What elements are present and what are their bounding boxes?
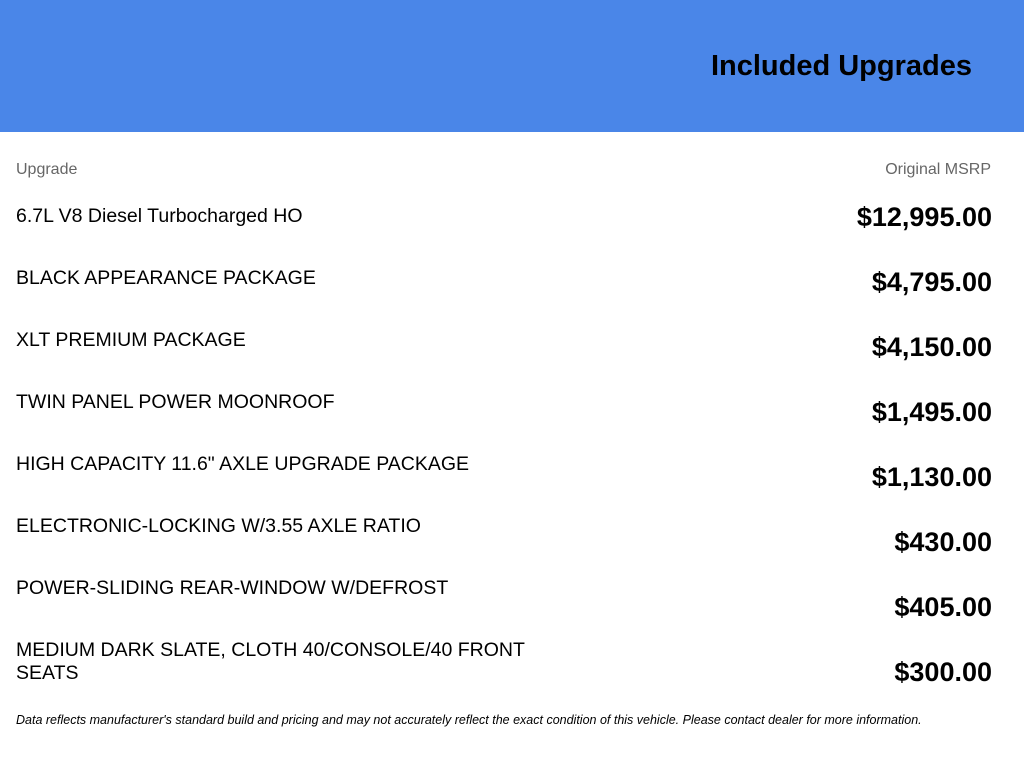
page-title: Included Upgrades (710, 50, 972, 82)
upgrade-name: HIGH CAPACITY 11.6" AXLE UPGRADE PACKAGE (16, 453, 470, 475)
upgrade-price: $300.00 (894, 657, 992, 687)
upgrade-name: BLACK APPEARANCE PACKAGE (16, 267, 316, 289)
column-header-msrp: Original MSRP (885, 161, 991, 178)
upgrade-name: TWIN PANEL POWER MOONROOF (16, 391, 335, 413)
upgrade-name: 6.7L V8 Diesel Turbocharged HO (16, 205, 303, 227)
upgrade-name: MEDIUM DARK SLATE, CLOTH 40/CONSOLE/40 FRONT SEATS (16, 639, 525, 684)
upgrade-name: XLT PREMIUM PACKAGE (16, 329, 246, 351)
upgrade-price: $405.00 (894, 592, 992, 622)
upgrade-price: $430.00 (894, 527, 992, 557)
header-banner (0, 0, 1024, 132)
upgrade-price: $4,150.00 (871, 332, 992, 362)
disclaimer-footnote: Data reflects manufacturer's standard build and pricing and may not accurately reflect the exact condition of this vehicle. Please contact dealer for more information. (16, 713, 922, 727)
upgrade-price: $1,495.00 (871, 397, 992, 427)
upgrade-name: POWER-SLIDING REAR-WINDOW W/DEFROST (16, 577, 449, 599)
upgrade-name: ELECTRONIC-LOCKING W/3.55 AXLE RATIO (16, 515, 421, 537)
upgrade-price: $12,995.00 (856, 202, 992, 232)
column-header-upgrade: Upgrade (16, 161, 78, 178)
upgrade-price: $4,795.00 (871, 267, 992, 297)
upgrade-price: $1,130.00 (871, 462, 992, 492)
